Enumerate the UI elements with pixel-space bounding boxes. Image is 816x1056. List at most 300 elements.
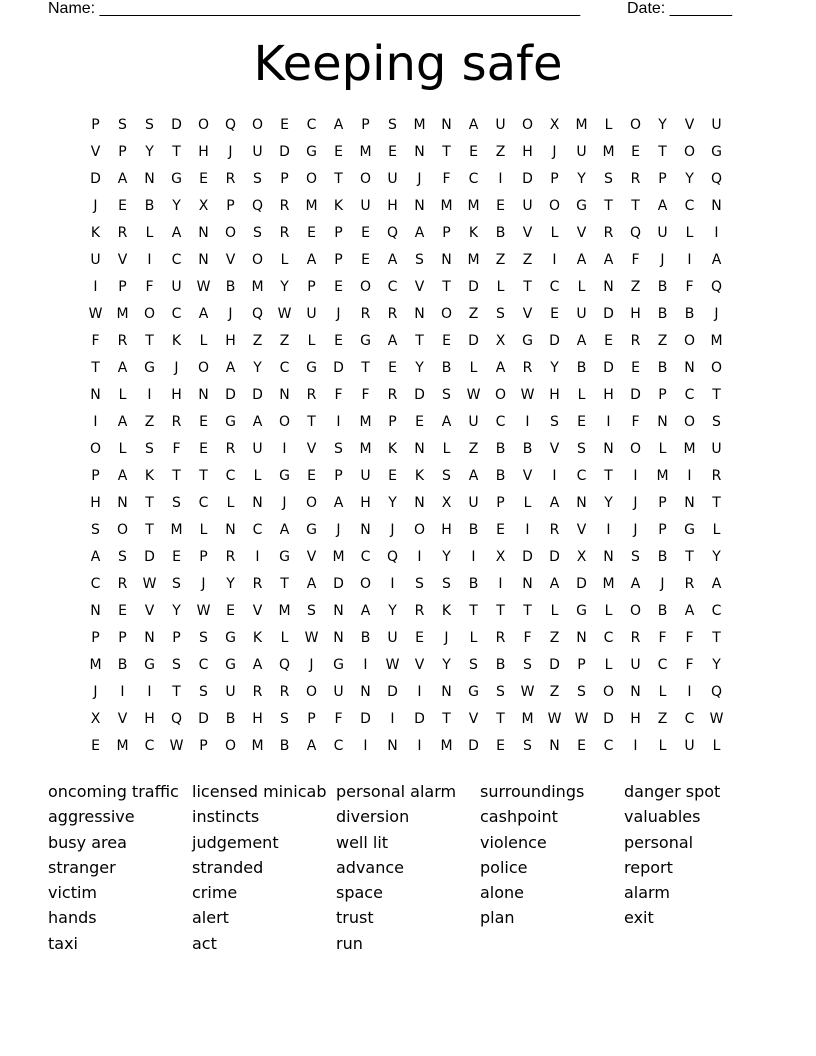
grid-letter: Z xyxy=(252,332,263,349)
grid-letter: C xyxy=(225,467,236,484)
grid-letter: D xyxy=(90,170,101,187)
grid-letter: D xyxy=(468,278,479,295)
grid-letter: T xyxy=(469,602,478,619)
grid-letter: S xyxy=(523,656,532,673)
grid-letter: E xyxy=(199,440,208,457)
grid-letter: W xyxy=(466,386,481,403)
grid-letter: P xyxy=(658,386,667,403)
grid-letter: C xyxy=(252,521,263,538)
grid-letter: C xyxy=(684,386,695,403)
grid-letter: U xyxy=(495,116,506,133)
grid-letter: N xyxy=(198,224,209,241)
grid-letter: F xyxy=(523,629,532,646)
grid-letter: D xyxy=(603,305,614,322)
grid-letter: P xyxy=(334,224,343,241)
grid-letter: S xyxy=(172,494,181,511)
grid-letter: I xyxy=(363,737,368,754)
grid-letter: T xyxy=(307,413,316,430)
word-list-item: violence xyxy=(480,832,547,852)
grid-letter: Z xyxy=(468,440,479,457)
grid-letter: A xyxy=(495,359,506,376)
grid-letter: A xyxy=(252,656,263,673)
grid-letter: C xyxy=(144,737,155,754)
grid-letter: O xyxy=(359,575,372,592)
grid-letter: I xyxy=(363,656,368,673)
grid-letter: K xyxy=(144,467,155,484)
grid-letter: T xyxy=(145,332,154,349)
word-list-item: judgement xyxy=(192,832,279,852)
grid-letter: T xyxy=(280,575,289,592)
grid-letter: G xyxy=(576,197,587,214)
grid-letter: E xyxy=(496,197,505,214)
grid-letter: N xyxy=(360,683,371,700)
grid-letter: N xyxy=(144,170,155,187)
grid-letter: Z xyxy=(495,251,506,268)
grid-letter: N xyxy=(522,575,533,592)
grid-letter: P xyxy=(91,629,100,646)
grid-letter: T xyxy=(442,278,451,295)
grid-letter: I xyxy=(552,251,557,268)
word-list-item: taxi xyxy=(48,933,78,953)
grid-letter: V xyxy=(522,224,533,241)
grid-letter: O xyxy=(305,494,318,511)
grid-letter: R xyxy=(117,575,128,592)
grid-letter: G xyxy=(711,143,722,160)
grid-letter: Q xyxy=(386,224,399,241)
word-list-item: danger spot xyxy=(624,782,721,801)
grid-letter: M xyxy=(602,143,615,160)
grid-letter: Z xyxy=(657,710,668,727)
grid-letter: M xyxy=(656,467,669,484)
grid-letter: P xyxy=(658,521,667,538)
grid-letter: U xyxy=(225,683,236,700)
grid-letter: R xyxy=(306,386,317,403)
grid-letter: Z xyxy=(630,278,641,295)
grid-letter: M xyxy=(116,737,129,754)
grid-letter: W xyxy=(88,305,103,322)
grid-letter: D xyxy=(225,386,236,403)
grid-letter: J xyxy=(93,683,98,700)
grid-letter: D xyxy=(333,359,344,376)
grid-letter: V xyxy=(306,548,317,565)
grid-letter: Q xyxy=(224,116,237,133)
grid-letter: E xyxy=(361,251,370,268)
grid-letter: U xyxy=(468,494,479,511)
grid-letter: H xyxy=(630,305,641,322)
grid-letter: H xyxy=(171,386,182,403)
grid-letter: P xyxy=(442,224,451,241)
grid-letter: N xyxy=(549,737,560,754)
grid-letter: T xyxy=(712,386,721,403)
word-list-item: oncoming traffic xyxy=(48,782,179,801)
grid-letter: H xyxy=(630,710,641,727)
grid-letter: N xyxy=(333,602,344,619)
grid-letter: S xyxy=(145,116,154,133)
word-list-item: aggressive xyxy=(48,807,135,827)
grid-letter: M xyxy=(413,116,426,133)
grid-letter: B xyxy=(657,359,668,376)
grid-letter: F xyxy=(334,386,343,403)
grid-letter: Y xyxy=(712,656,721,673)
grid-letter: U xyxy=(252,440,263,457)
grid-letter: A xyxy=(603,251,614,268)
grid-letter: M xyxy=(251,737,264,754)
grid-letter: O xyxy=(278,413,291,430)
grid-letter: R xyxy=(630,170,641,187)
grid-letter: G xyxy=(306,143,317,160)
grid-letter: L xyxy=(604,602,613,619)
grid-letter: B xyxy=(657,548,668,565)
grid-letter: I xyxy=(147,386,152,403)
grid-letter: D xyxy=(576,575,587,592)
word-list-item: personal alarm xyxy=(336,782,457,801)
grid-letter: Y xyxy=(172,602,181,619)
grid-letter: B xyxy=(468,521,479,538)
grid-letter: M xyxy=(359,143,372,160)
grid-letter: H xyxy=(387,197,398,214)
grid-letter: V xyxy=(144,602,155,619)
grid-letter: C xyxy=(468,170,479,187)
grid-letter: T xyxy=(172,143,181,160)
grid-letter: S xyxy=(145,440,154,457)
grid-letter: I xyxy=(390,710,395,727)
grid-letter: P xyxy=(226,197,235,214)
grid-letter: D xyxy=(279,143,290,160)
grid-letter: K xyxy=(333,197,344,214)
word-list-item: licensed minicab xyxy=(192,782,327,801)
grid-letter: A xyxy=(306,251,317,268)
grid-letter: A xyxy=(441,413,452,430)
grid-letter: O xyxy=(494,386,507,403)
grid-letter: M xyxy=(116,305,129,322)
grid-letter: Y xyxy=(415,359,424,376)
grid-letter: N xyxy=(198,386,209,403)
grid-letter: S xyxy=(550,413,559,430)
grid-letter: N xyxy=(279,386,290,403)
grid-letter: D xyxy=(549,548,560,565)
grid-letter: Z xyxy=(495,143,506,160)
grid-letter: T xyxy=(145,494,154,511)
grid-letter: C xyxy=(603,629,614,646)
grid-letter: O xyxy=(683,332,696,349)
grid-letter: O xyxy=(629,602,642,619)
grid-letter: V xyxy=(117,710,128,727)
grid-letter: U xyxy=(306,305,317,322)
grid-letter: C xyxy=(711,602,722,619)
grid-letter: D xyxy=(468,332,479,349)
grid-letter: A xyxy=(117,170,128,187)
grid-letter: I xyxy=(687,683,692,700)
grid-letter: D xyxy=(603,359,614,376)
grid-letter: B xyxy=(117,656,128,673)
grid-letter: S xyxy=(442,386,451,403)
grid-letter: V xyxy=(414,656,425,673)
grid-letter: O xyxy=(197,116,210,133)
grid-letter: U xyxy=(630,656,641,673)
word-list-item: hands xyxy=(48,908,97,928)
grid-letter: X xyxy=(441,494,452,511)
grid-letter: I xyxy=(255,548,260,565)
grid-letter: S xyxy=(253,170,262,187)
grid-letter: S xyxy=(577,440,586,457)
grid-letter: W xyxy=(196,278,211,295)
grid-letter: T xyxy=(604,197,613,214)
grid-letter: Z xyxy=(279,332,290,349)
grid-letter: D xyxy=(360,710,371,727)
grid-letter: O xyxy=(710,359,723,376)
word-list-item: victim xyxy=(48,883,98,903)
grid-letter: Q xyxy=(629,224,642,241)
grid-letter: O xyxy=(548,197,561,214)
grid-letter: T xyxy=(442,710,451,727)
grid-letter: B xyxy=(279,737,290,754)
grid-letter: J xyxy=(444,629,449,646)
grid-letter: Y xyxy=(712,548,721,565)
grid-letter: O xyxy=(521,116,534,133)
grid-letter: H xyxy=(522,143,533,160)
grid-letter: H xyxy=(549,386,560,403)
grid-letter: T xyxy=(523,602,532,619)
grid-letter: E xyxy=(334,278,343,295)
grid-letter: D xyxy=(414,386,425,403)
grid-letter: V xyxy=(576,521,587,538)
grid-letter: R xyxy=(117,224,128,241)
grid-letter: Y xyxy=(577,170,586,187)
grid-letter: L xyxy=(199,332,208,349)
grid-letter: I xyxy=(525,521,530,538)
grid-letter: A xyxy=(414,224,425,241)
grid-letter: O xyxy=(305,683,318,700)
word-list-item: exit xyxy=(624,908,654,928)
grid-letter: X xyxy=(90,710,101,727)
grid-letter: S xyxy=(118,548,127,565)
grid-letter: A xyxy=(549,494,560,511)
grid-letter: E xyxy=(172,548,181,565)
grid-letter: G xyxy=(279,467,290,484)
grid-letter: U xyxy=(387,629,398,646)
grid-letter: E xyxy=(334,143,343,160)
grid-letter: G xyxy=(279,548,290,565)
grid-letter: P xyxy=(91,116,100,133)
grid-letter: U xyxy=(333,683,344,700)
grid-letter: Y xyxy=(280,278,289,295)
grid-letter: C xyxy=(198,494,209,511)
word-list-item: trust xyxy=(336,908,374,928)
grid-letter: U xyxy=(711,116,722,133)
grid-letter: W xyxy=(277,305,292,322)
grid-letter: D xyxy=(630,386,641,403)
grid-letter: Y xyxy=(226,575,235,592)
grid-letter: I xyxy=(120,683,125,700)
grid-letter: P xyxy=(118,629,127,646)
grid-letter: L xyxy=(523,494,532,511)
grid-letter: O xyxy=(305,170,318,187)
grid-letter: I xyxy=(633,737,638,754)
grid-letter: Y xyxy=(388,602,397,619)
grid-letter: N xyxy=(333,629,344,646)
grid-letter: V xyxy=(252,602,263,619)
grid-letter: V xyxy=(522,467,533,484)
grid-letter: T xyxy=(145,521,154,538)
grid-letter: A xyxy=(90,548,101,565)
grid-letter: B xyxy=(657,278,668,295)
grid-letter: P xyxy=(307,278,316,295)
grid-letter: T xyxy=(361,359,370,376)
word-list-item: instincts xyxy=(192,807,260,827)
grid-letter: E xyxy=(388,143,397,160)
grid-letter: V xyxy=(90,143,101,160)
grid-letter: V xyxy=(684,116,695,133)
grid-letter: E xyxy=(334,332,343,349)
grid-letter: C xyxy=(333,737,344,754)
grid-letter: Y xyxy=(685,170,694,187)
grid-letter: J xyxy=(336,521,341,538)
grid-letter: M xyxy=(278,602,291,619)
grid-letter: R xyxy=(711,467,722,484)
grid-letter: G xyxy=(333,656,344,673)
grid-letter: O xyxy=(629,440,642,457)
grid-letter: O xyxy=(683,143,696,160)
grid-letter: S xyxy=(91,521,100,538)
grid-letter: I xyxy=(552,467,557,484)
grid-letter: J xyxy=(660,251,665,268)
grid-letter: Z xyxy=(144,413,155,430)
grid-letter: I xyxy=(687,467,692,484)
grid-letter: A xyxy=(333,116,344,133)
grid-letter: R xyxy=(684,575,695,592)
grid-letter: S xyxy=(172,575,181,592)
grid-letter: J xyxy=(336,305,341,322)
word-list-item: report xyxy=(624,857,673,877)
grid-letter: E xyxy=(442,332,451,349)
grid-letter: S xyxy=(442,575,451,592)
grid-letter: O xyxy=(629,116,642,133)
grid-letter: E xyxy=(118,197,127,214)
grid-letter: A xyxy=(468,467,479,484)
grid-letter: V xyxy=(306,440,317,457)
grid-letter: M xyxy=(359,440,372,457)
grid-letter: B xyxy=(495,440,506,457)
grid-letter: P xyxy=(361,116,370,133)
word-list-item: alert xyxy=(192,908,229,928)
grid-letter: O xyxy=(224,737,237,754)
grid-letter: J xyxy=(174,359,179,376)
grid-letter: P xyxy=(658,494,667,511)
grid-letter: G xyxy=(306,521,317,538)
grid-letter: B xyxy=(657,602,668,619)
grid-letter: W xyxy=(520,386,535,403)
grid-letter: D xyxy=(171,116,182,133)
page-title: Keeping safe xyxy=(253,36,563,92)
grid-letter: P xyxy=(280,170,289,187)
grid-letter: I xyxy=(417,737,422,754)
word-list-item: alarm xyxy=(624,883,670,903)
grid-letter: Q xyxy=(170,710,183,727)
grid-letter: Q xyxy=(251,197,264,214)
grid-letter: Q xyxy=(251,305,264,322)
grid-letter: A xyxy=(711,575,722,592)
grid-letter: R xyxy=(360,305,371,322)
grid-letter: S xyxy=(415,251,424,268)
grid-letter: S xyxy=(388,116,397,133)
grid-letter: E xyxy=(199,413,208,430)
grid-letter: R xyxy=(522,359,533,376)
grid-letter: F xyxy=(631,251,640,268)
grid-letter: E xyxy=(415,629,424,646)
grid-letter: E xyxy=(361,224,370,241)
grid-letter: R xyxy=(171,413,182,430)
grid-letter: Z xyxy=(522,251,533,268)
grid-letter: R xyxy=(252,683,263,700)
grid-letter: M xyxy=(359,413,372,430)
grid-letter: O xyxy=(602,683,615,700)
grid-letter: S xyxy=(631,548,640,565)
grid-letter: N xyxy=(603,278,614,295)
grid-letter: G xyxy=(144,656,155,673)
grid-letter: N xyxy=(657,413,668,430)
grid-letter: N xyxy=(144,629,155,646)
grid-letter: A xyxy=(630,575,641,592)
grid-letter: N xyxy=(603,440,614,457)
grid-letter: G xyxy=(225,656,236,673)
grid-letter: R xyxy=(603,224,614,241)
grid-letter: I xyxy=(147,251,152,268)
grid-letter: F xyxy=(442,170,451,187)
grid-letter: I xyxy=(498,575,503,592)
grid-letter: C xyxy=(360,548,371,565)
grid-letter: T xyxy=(685,548,694,565)
grid-letter: R xyxy=(279,683,290,700)
grid-letter: R xyxy=(225,440,236,457)
grid-letter: D xyxy=(198,710,209,727)
grid-letter: F xyxy=(685,629,694,646)
grid-letter: L xyxy=(685,224,694,241)
word-list-item: valuables xyxy=(624,807,701,827)
grid-letter: C xyxy=(198,656,209,673)
grid-letter: V xyxy=(225,251,236,268)
grid-letter: T xyxy=(415,332,424,349)
grid-letter: H xyxy=(441,521,452,538)
grid-letter: U xyxy=(252,143,263,160)
grid-letter: A xyxy=(657,197,668,214)
grid-letter: S xyxy=(496,305,505,322)
grid-letter: S xyxy=(523,737,532,754)
grid-letter: U xyxy=(576,143,587,160)
grid-letter: E xyxy=(577,413,586,430)
word-list-item: act xyxy=(192,933,217,953)
grid-letter: R xyxy=(117,332,128,349)
grid-letter: L xyxy=(199,521,208,538)
grid-letter: Z xyxy=(468,305,479,322)
grid-letter: A xyxy=(117,359,128,376)
grid-letter: L xyxy=(550,224,559,241)
grid-letter: P xyxy=(172,629,181,646)
grid-letter: V xyxy=(414,278,425,295)
grid-letter: E xyxy=(91,737,100,754)
grid-letter: J xyxy=(552,143,557,160)
grid-letter: L xyxy=(658,737,667,754)
grid-letter: L xyxy=(577,386,586,403)
grid-letter: P xyxy=(658,170,667,187)
grid-letter: J xyxy=(714,305,719,322)
grid-letter: W xyxy=(304,629,319,646)
grid-letter: J xyxy=(228,305,233,322)
word-list-item: well lit xyxy=(336,832,389,852)
grid-letter: E xyxy=(307,224,316,241)
grid-letter: O xyxy=(197,359,210,376)
grid-letter: U xyxy=(360,467,371,484)
grid-letter: G xyxy=(171,170,182,187)
